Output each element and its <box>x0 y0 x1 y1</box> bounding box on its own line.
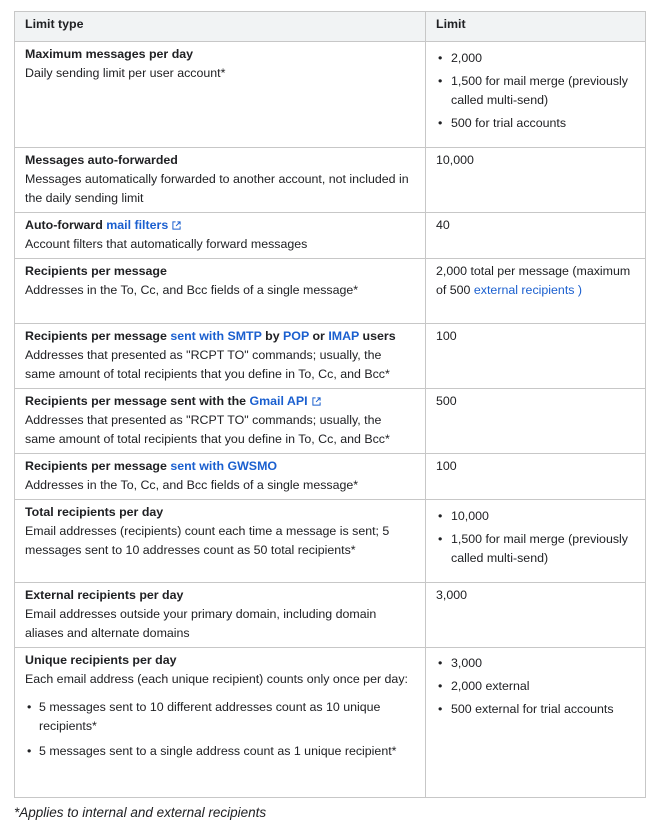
limit-type-cell <box>15 583 426 648</box>
external-link-icon[interactable] <box>172 221 181 230</box>
description-list <box>25 698 415 761</box>
list-item: • 500 external for trial accounts <box>436 700 635 719</box>
external-recipients-link[interactable]: external recipients <box>473 283 575 297</box>
page <box>14 11 645 822</box>
row-description: Email addresses (recipients) count each time a message is sent; 5 messages sent to 10 addresses count as 50 total recipients* <box>25 524 390 557</box>
row-description: Addresses that presented as "RCPT TO" commands; usually, the same amount of total recipients that you define in To, Cc, and Bcc* <box>25 348 390 381</box>
or-text: or <box>312 329 325 343</box>
limit-type-cell <box>15 454 426 500</box>
row-description: Addresses in the To, Cc, and Bcc fields of a single message* <box>25 478 359 492</box>
smtp-link[interactable]: sent with SMTP <box>170 329 262 343</box>
limit-list <box>436 507 635 568</box>
list-item: • 1,500 for mail merge (previously called multi-send) <box>436 72 635 110</box>
limit-cell: 100 <box>426 324 646 389</box>
imap-link[interactable]: IMAP <box>328 329 360 343</box>
limit-type-cell <box>15 324 426 389</box>
limit-list <box>436 49 635 133</box>
row-title: Recipients per message <box>25 264 167 278</box>
header-limit: Limit <box>426 12 646 42</box>
row-title-text: Auto-forward <box>25 218 103 232</box>
row-title: External recipients per day <box>25 588 184 602</box>
table-row <box>15 583 646 648</box>
users-text: users <box>362 329 396 343</box>
row-description: Each email address (each unique recipient) counts only once per day: <box>25 672 408 686</box>
row-title <box>25 457 415 476</box>
table-row <box>15 648 646 798</box>
limit-type-cell <box>15 42 426 148</box>
limit-cell: 100 <box>426 454 646 500</box>
list-item: • 10,000 <box>436 507 635 526</box>
table-row <box>15 213 646 259</box>
row-description: Daily sending limit per user account* <box>25 66 226 80</box>
table-row <box>15 454 646 500</box>
table-row <box>15 389 646 454</box>
limit-cell: 3,000 <box>426 583 646 648</box>
by-text: by <box>265 329 280 343</box>
limit-cell <box>426 500 646 583</box>
list-item: • 3,000 <box>436 654 635 673</box>
row-title: Maximum messages per day <box>25 47 194 61</box>
table-row <box>15 324 646 389</box>
limit-cell: 10,000 <box>426 148 646 213</box>
external-link-icon[interactable] <box>312 397 321 406</box>
table-row <box>15 500 646 583</box>
table-row <box>15 148 646 213</box>
limit-type-cell <box>15 259 426 324</box>
list-item: • 5 messages sent to 10 different addresses count as 10 unique recipients* <box>25 698 415 736</box>
list-item: • 1,500 for mail merge (previously called multi-send) <box>436 530 635 568</box>
list-item: • 2,000 external <box>436 677 635 696</box>
row-title: Unique recipients per day <box>25 653 177 667</box>
list-item: • 5 messages sent to a single address count as 1 unique recipient* <box>25 742 415 761</box>
row-title <box>25 327 415 346</box>
row-description: Addresses in the To, Cc, and Bcc fields of a single message* <box>25 283 359 297</box>
gwsmo-link[interactable]: sent with GWSMO <box>170 459 278 473</box>
limit-list <box>436 654 635 719</box>
table-row <box>15 259 646 324</box>
row-title: Total recipients per day <box>25 505 164 519</box>
row-title <box>25 216 415 235</box>
header-limit-type: Limit type <box>15 12 426 42</box>
row-description: Messages automatically forwarded to another account, not included in the daily sending limit <box>25 172 409 205</box>
footnote: *Applies to internal and external recipients <box>14 805 267 820</box>
limit-type-cell <box>15 389 426 454</box>
pop-link[interactable]: POP <box>283 329 309 343</box>
gmail-api-link[interactable]: Gmail API <box>249 394 308 408</box>
limit-type-cell <box>15 148 426 213</box>
row-description: Addresses that presented as "RCPT TO" commands; usually, the same amount of total recipients that you define in To, Cc, and Bcc* <box>25 413 390 446</box>
list-item: • 2,000 <box>436 49 635 68</box>
limit-type-cell <box>15 500 426 583</box>
limit-cell <box>426 42 646 148</box>
list-item: • 500 for trial accounts <box>436 114 635 133</box>
limit-cell <box>426 259 646 324</box>
row-title-text: Recipients per message <box>25 459 167 473</box>
row-title-text: Recipients per message sent with the <box>25 394 247 408</box>
limit-value: 2,000 total per message (maximum of 500 <box>436 264 631 297</box>
table-header-row <box>15 12 646 42</box>
limit-value-tail: ) <box>577 283 583 297</box>
limit-cell: 40 <box>426 213 646 259</box>
row-description: Account filters that automatically forward messages <box>25 237 308 251</box>
limit-cell: 500 <box>426 389 646 454</box>
row-title: Messages auto-forwarded <box>25 153 178 167</box>
mail-filters-link[interactable]: mail filters <box>106 218 169 232</box>
limit-type-cell <box>15 213 426 259</box>
row-title-text: Recipients per message <box>25 329 167 343</box>
sending-limits-table <box>14 11 646 798</box>
limit-type-cell <box>15 648 426 798</box>
row-description: Email addresses outside your primary domain, including domain aliases and alternate domains <box>25 607 377 640</box>
row-title <box>25 392 415 411</box>
limit-cell <box>426 648 646 798</box>
table-row <box>15 42 646 148</box>
